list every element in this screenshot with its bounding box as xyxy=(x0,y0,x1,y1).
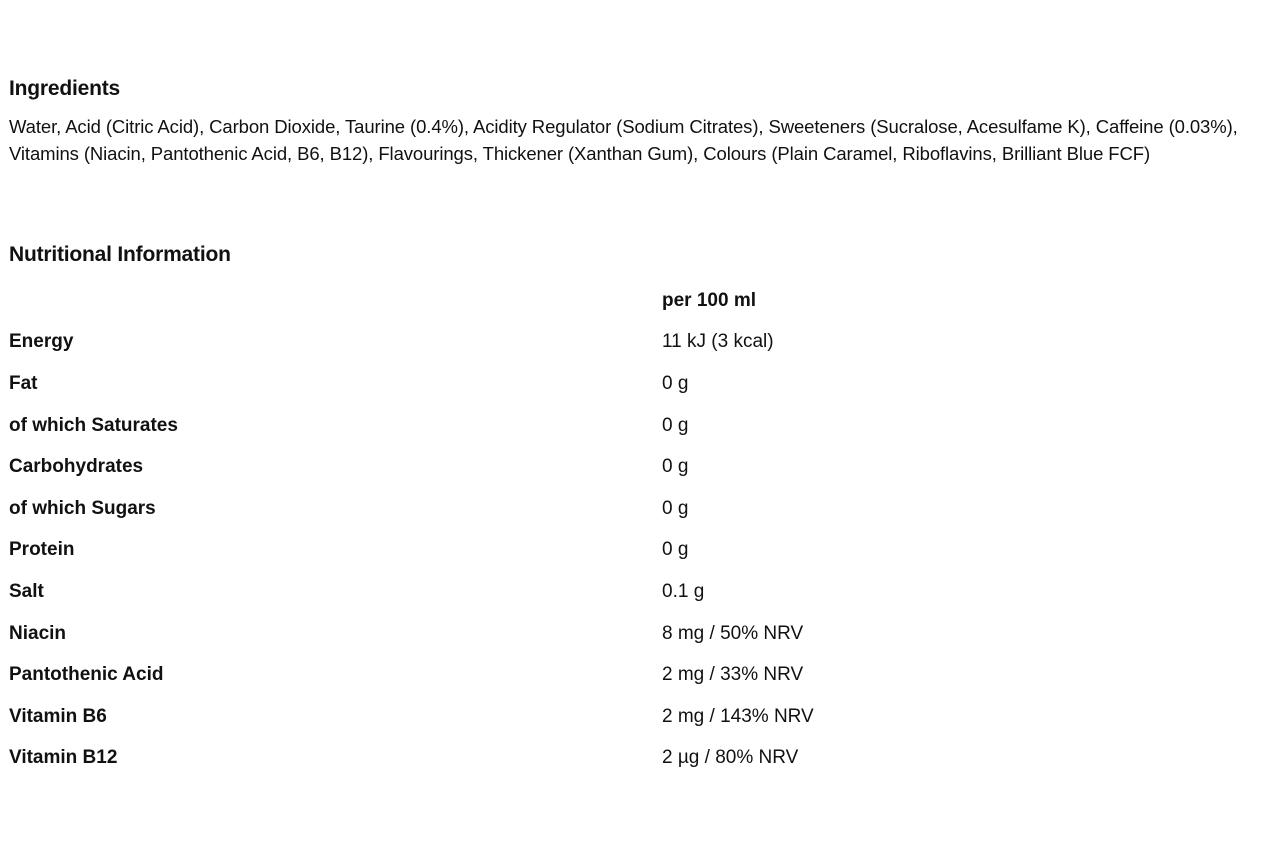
nutrient-value: 2 µg / 80% NRV xyxy=(662,747,799,769)
nutrient-value: 2 mg / 33% NRV xyxy=(662,664,804,686)
nutrient-label: Vitamin B6 xyxy=(9,705,107,727)
nutrition-heading: Nutritional Information xyxy=(9,243,231,266)
nutrient-label: Carbohydrates xyxy=(9,456,144,478)
nutrient-label: Energy xyxy=(9,331,74,353)
nutrition-header-row xyxy=(9,280,1009,322)
table-row xyxy=(9,446,1009,488)
nutrition-column-header: per 100 ml xyxy=(662,289,756,311)
nutrient-label: Pantothenic Acid xyxy=(9,664,164,686)
nutrient-value: 11 kJ (3 kcal) xyxy=(662,331,774,353)
table-row xyxy=(9,738,1009,780)
table-row xyxy=(9,696,1009,738)
nutrient-label: of which Sugars xyxy=(9,497,156,519)
table-row xyxy=(9,363,1009,405)
nutrition-header-blank xyxy=(9,280,662,322)
nutrient-value: 0 g xyxy=(662,372,689,394)
nutrient-label: Salt xyxy=(9,580,44,602)
nutrient-value: 0 g xyxy=(662,539,689,561)
nutrition-table xyxy=(9,280,1009,779)
nutrient-value: 8 mg / 50% NRV xyxy=(662,622,804,644)
table-row xyxy=(9,405,1009,447)
table-row xyxy=(9,654,1009,696)
ingredients-text: Water, Acid (Citric Acid), Carbon Dioxide, Taurine (0.4%), Acidity Regulator (Sodium Citrates), Sweeteners (Sucralose, Acesulfame K), Caffeine (0.03%), Vitamins (Niacin, Pantothenic Acid, B6, B12), Flavourings, Thickener (Xanthan Gum), Colours (Plain Caramel, Riboflavins, Brilliant Blue FCF) xyxy=(9,116,1238,164)
nutrient-label: Protein xyxy=(9,539,75,561)
table-row xyxy=(9,530,1009,572)
table-row xyxy=(9,488,1009,530)
nutrient-label: Niacin xyxy=(9,622,67,644)
table-row xyxy=(9,613,1009,655)
nutrient-value: 0.1 g xyxy=(662,580,705,602)
ingredients-heading: Ingredients xyxy=(9,77,120,100)
table-row xyxy=(9,322,1009,364)
nutrient-label: Vitamin B12 xyxy=(9,747,118,769)
nutrient-value: 0 g xyxy=(662,414,689,436)
nutrient-label: of which Saturates xyxy=(9,414,178,436)
nutrient-label: Fat xyxy=(9,372,38,394)
table-row xyxy=(9,571,1009,613)
nutrient-value: 0 g xyxy=(662,497,689,519)
nutrient-value: 2 mg / 143% NRV xyxy=(662,705,814,727)
nutrient-value: 0 g xyxy=(662,456,689,478)
